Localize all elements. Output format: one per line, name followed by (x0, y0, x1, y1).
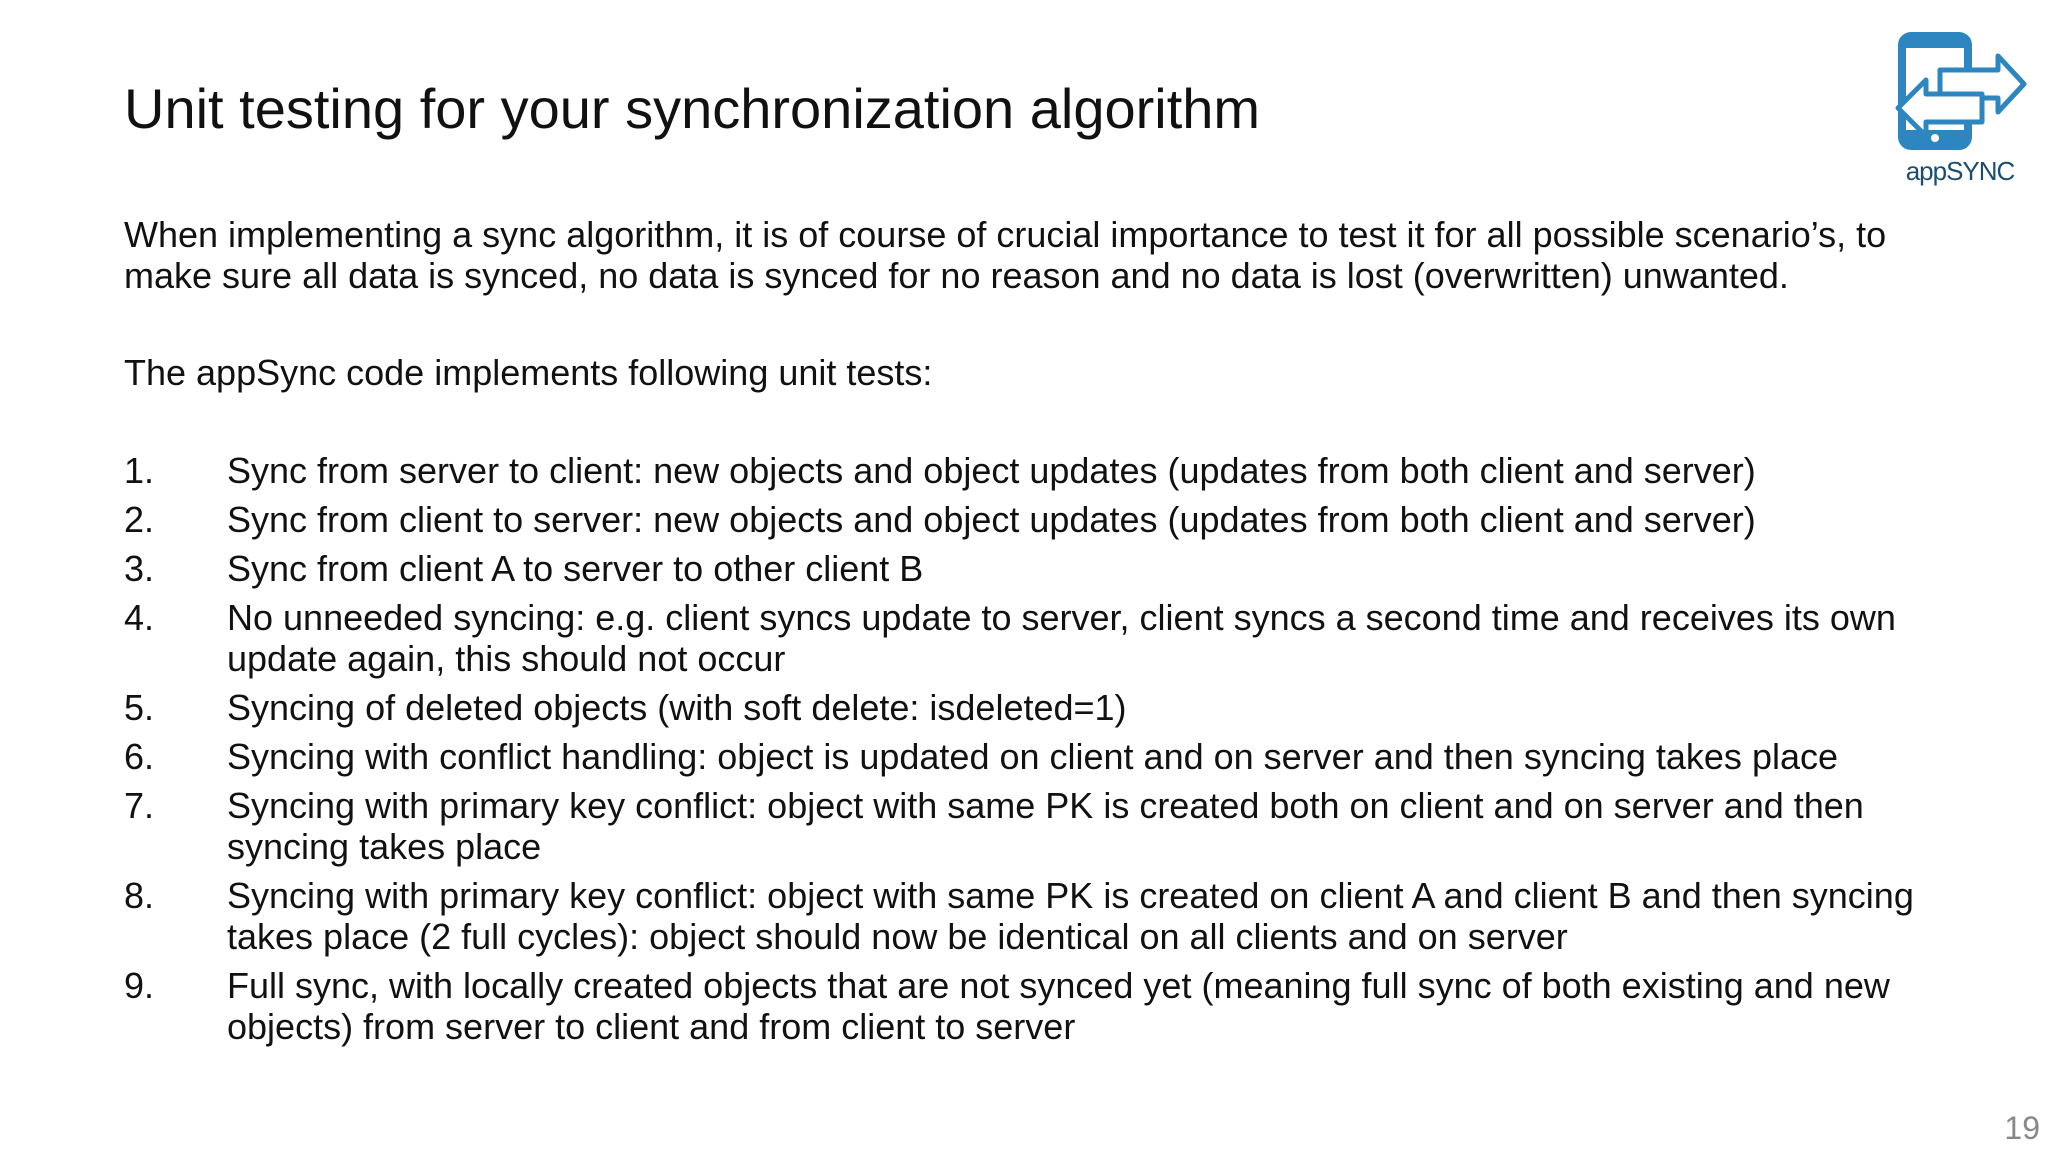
page-number: 19 (2004, 1110, 2040, 1146)
list-item (124, 597, 1984, 679)
list-item-number: 6. (124, 736, 155, 777)
phone-sync-arrows-icon (1890, 30, 2030, 155)
list-item (124, 785, 1984, 867)
list-item (124, 965, 1984, 1047)
list-item-number: 3. (124, 548, 155, 589)
list-item-number: 9. (124, 965, 155, 1006)
list-item-number: 8. (124, 875, 155, 916)
slide-title: Unit testing for your synchronization algorithm (124, 77, 1261, 140)
list-item-text: No unneeded syncing: e.g. client syncs update to server, client syncs a second time and receives its own update again, this should not occur (227, 597, 1896, 679)
list-item-text: Syncing of deleted objects (with soft delete: isdeleted=1) (227, 687, 1127, 728)
list-item-number: 7. (124, 785, 155, 826)
intro-paragraph: When implementing a sync algorithm, it is of course of crucial importance to test it for all possible scenario’s, to make sure all data is synced, no data is synced for no reason and no data is lost (overwritten) unwanted. (124, 214, 1887, 296)
list-item-text: Sync from client to server: new objects and object updates (updates from both client and server) (227, 499, 1756, 540)
list-item-number: 2. (124, 499, 155, 540)
list-item-number: 5. (124, 687, 155, 728)
list-item-text: Syncing with conflict handling: object is updated on client and on server and then syncing takes place (227, 736, 1838, 777)
list-item-text: Sync from server to client: new objects and object updates (updates from both client and server) (227, 450, 1756, 491)
list-item (124, 875, 1984, 957)
list-item (124, 687, 1984, 728)
lead-sentence: The appSync code implements following unit tests: (124, 352, 933, 393)
appsync-logo (1890, 30, 2030, 190)
list-item-number: 4. (124, 597, 155, 638)
list-item (124, 736, 1984, 777)
list-item (124, 499, 1984, 540)
list-item (124, 450, 1984, 491)
logo-text: appSYNC (1905, 156, 2015, 186)
list-item-text: Syncing with primary key conflict: object with same PK is created both on client and on server and then syncing takes place (227, 785, 1864, 867)
list-item (124, 548, 1984, 589)
list-item-text: Sync from client A to server to other client B (227, 548, 924, 589)
list-item-number: 1. (124, 450, 155, 491)
list-item-text: Full sync, with locally created objects that are not synced yet (meaning full sync of both existing and new objects) from server to client and from client to server (227, 965, 1890, 1047)
unit-test-list (124, 450, 1984, 1055)
list-item-text: Syncing with primary key conflict: object with same PK is created on client A and client B and then syncing takes place (2 full cycles): object should now be identical on all clients and on server (227, 875, 1914, 957)
